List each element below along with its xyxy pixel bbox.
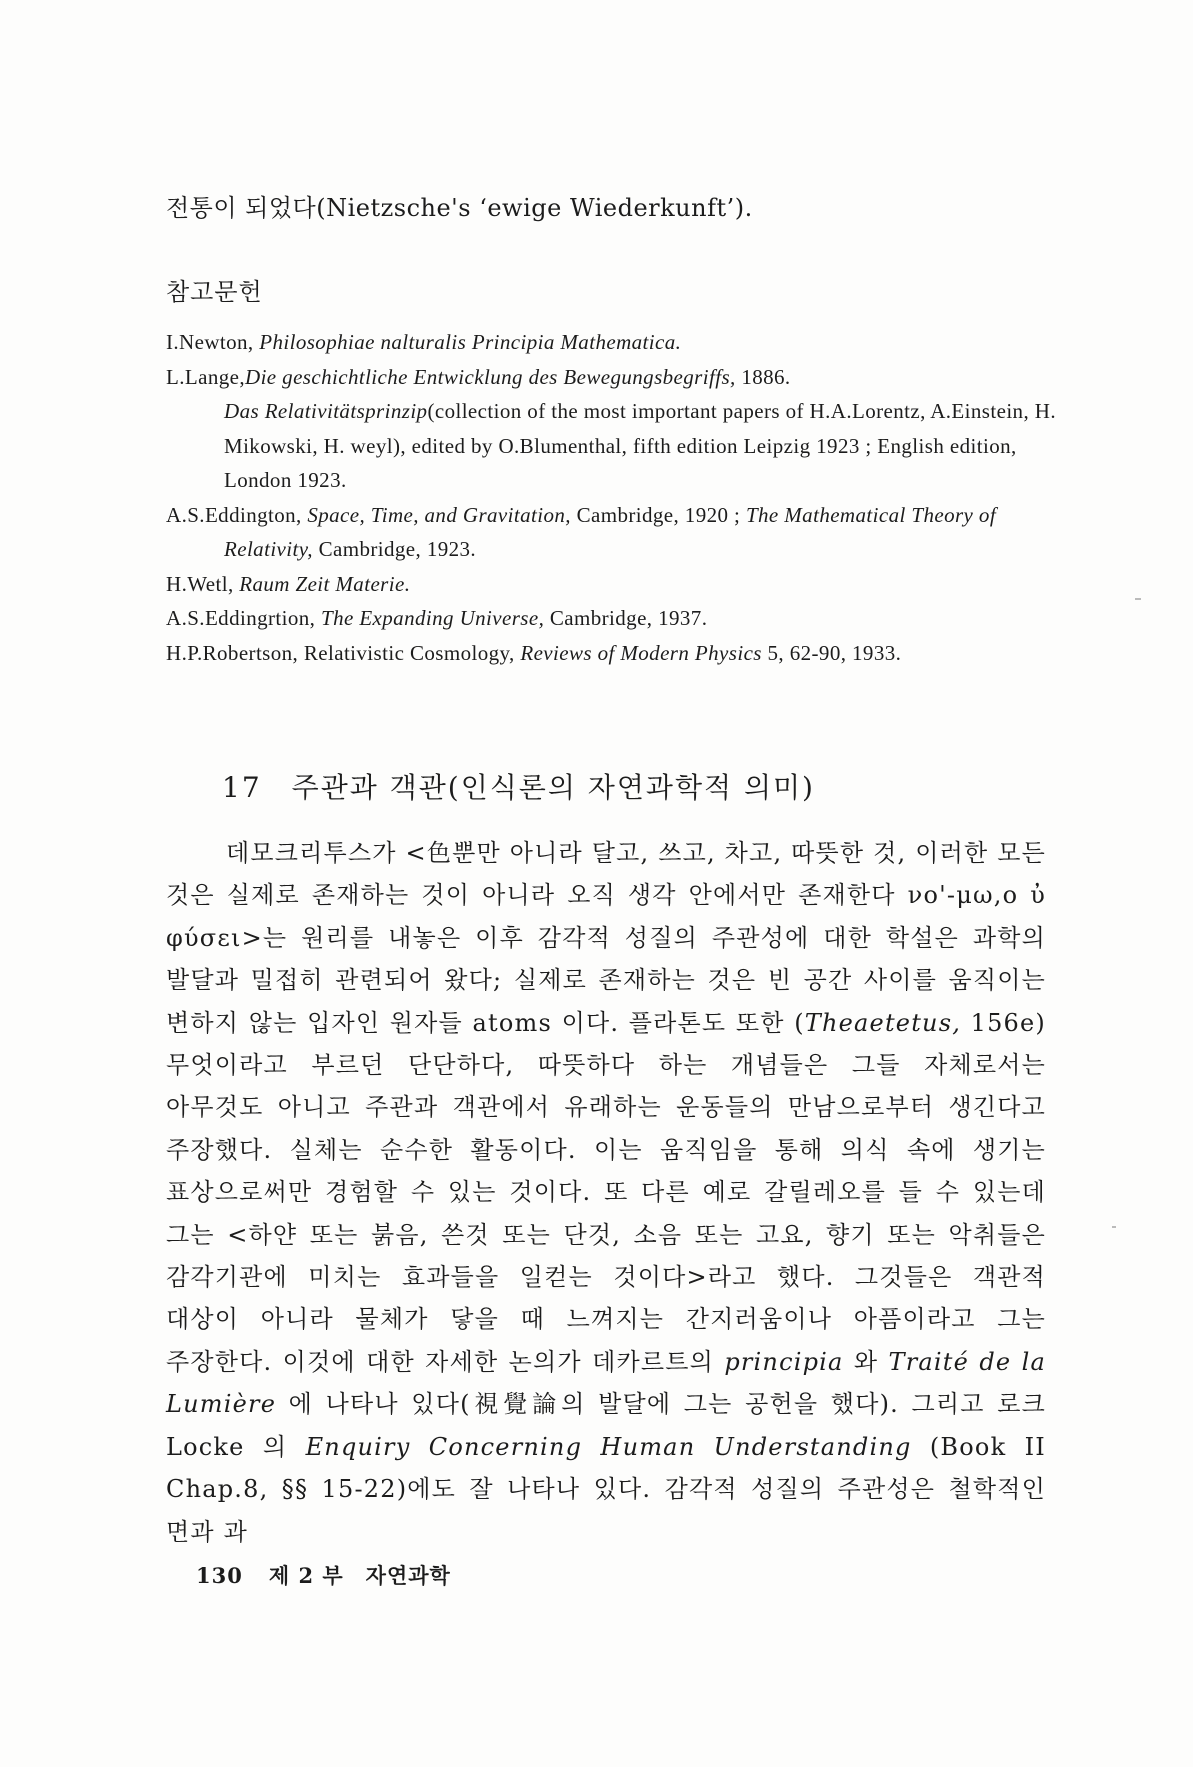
reference-author: H.Wetl, — [166, 571, 240, 596]
page-number: 130 — [196, 1563, 243, 1588]
reference-author: A.S.Eddington, — [166, 502, 308, 527]
reference-author: I.Newton, — [166, 330, 260, 354]
references-heading: 참고문헌 — [166, 278, 263, 306]
part-label: 제 2 부 — [268, 1563, 344, 1588]
reference-title: Philosophiae nalturalis Principia Mathematica. — [259, 330, 682, 354]
body-paragraph: 데모크리투스가 <色뿐만 아니라 달고, 쓰고, 차고, 따뜻한 것, 이러한 모든 것은 실제로 존재하는 것이 아니라 오직 생각 안에서만 존재한다 νο'-μω,ο ὐ φύσει>는 원리를 내놓은 이후 감각적 성질의 주관성에 대한 학설은 과학의 발달과 밀접히 관련되어 왔다; 실제로 존재하는 것은 빈 공간 사이를 움직이는 변하지 않는 입자인 원자들 atoms 이다. 플라톤도 또한 (Theaetetus, 156e) 무엇이라고 부르던 단단하다, 따뜻하다 하는 개념들은 그들 자체로서는 아무것도 아니고 주관과 객관에서 유래하는 운동들의 만남으로부터 생긴다고 주장했다. 실체는 순수한 활동이다. 이는 움직임을 통해 의식 속에 생기는 표상으로써만 경험할 수 있는 것이다. 또 다른 예로 갈릴레오를 들 수 있는데 그는 <하얀 또는 붉음, 쓴것 또는 단것, 소음 또는 고요, 향기 또는 악취들은 감각기관에 미치는 효과들을 일컫는 것이다>라고 했다. 그것들은 객관적 대상이 아니라 물체가 닿을 때 느껴지는 간지러움이나 아픔이라고 그는 주장한다. 이것에 대한 자세한 논의가 데카르트의 principia 와 Traité de la Lumière 에 나타나 있다(視覺論의 발달에 그는 공헌을 했다). 그리고 로크 Locke 의 Enquiry Concerning Human Understanding (Book II Chap.8, §§ 15-22)에도 잘 나타나 있다. 감각적 성질의 주관성은 철학적인 면과 과 — [166, 839, 1046, 1546]
reference-title: Das Relativitätsprinzip — [224, 399, 428, 423]
scan-speck — [1135, 598, 1141, 600]
reference-item — [166, 325, 1066, 360]
section-number: 17 — [222, 771, 262, 804]
reference-item: A.S.Eddington, Space, Time, and Gravitation, Cambridge, 1920 ; The Mathematical Theory of Relativity, Cambridge, 1923. — [166, 502, 997, 561]
reference-title: Die geschichtliche Entwicklung des Bewegungsbegriffs, — [245, 364, 736, 389]
citation-title: Enquiry Concerning Human Understanding — [305, 1432, 912, 1461]
reference-list — [166, 325, 1066, 670]
section-heading — [222, 766, 815, 806]
reference-title: Raum Zeit Materie. — [239, 571, 411, 596]
part-title: 자연과학 — [365, 1563, 451, 1588]
reference-item: Das Relativitätsprinzip(collection of the most important papers of H.A.Lorentz, A.Einstein, H. Mikowski, H. weyl), edited by O.Blumenthal, fifth edition Leipzig 1923 ; English edition, London 1923. — [224, 399, 1056, 492]
reference-title: The Expanding Universe, — [320, 606, 545, 630]
scan-speck — [1112, 1226, 1116, 1228]
reference-author: A.S.Eddingrtion, — [166, 606, 321, 630]
reference-article-title: Relativistic Cosmology, — [303, 640, 521, 665]
reference-item: H.P.Robertson, Relativistic Cosmology, Reviews of Modern Physics 5, 62-90, 1933. — [166, 640, 902, 665]
reference-item: L.Lange,Die geschichtliche Entwicklung des Bewegungsbegriffs, 1886. — [166, 364, 791, 389]
reference-title: Space, Time, and Gravitation, — [307, 502, 571, 527]
reference-item: A.S.Eddingrtion, The Expanding Universe, Cambridge, 1937. — [166, 606, 708, 630]
citation-title: principia — [724, 1347, 844, 1376]
previous-section-closing-line: 전통이 되었다(Nietzsche's ‘ewige Wiederkunft’). — [166, 194, 753, 222]
citation-title: Traité de la Lumière — [166, 1347, 1046, 1419]
reference-author: H.P.Robertson, — [166, 640, 304, 665]
page-footer — [196, 1560, 451, 1590]
citation-title: Theaetetus, — [804, 1008, 962, 1037]
reference-journal: Reviews of Modern Physics — [520, 640, 762, 665]
reference-item — [166, 567, 1066, 602]
section-title: 주관과 객관(인식론의 자연과학적 의미) — [291, 771, 815, 804]
reference-author: L.Lange, — [166, 364, 245, 389]
reference-title-secondary: The Mathematical Theory of Relativity, — [224, 502, 997, 561]
